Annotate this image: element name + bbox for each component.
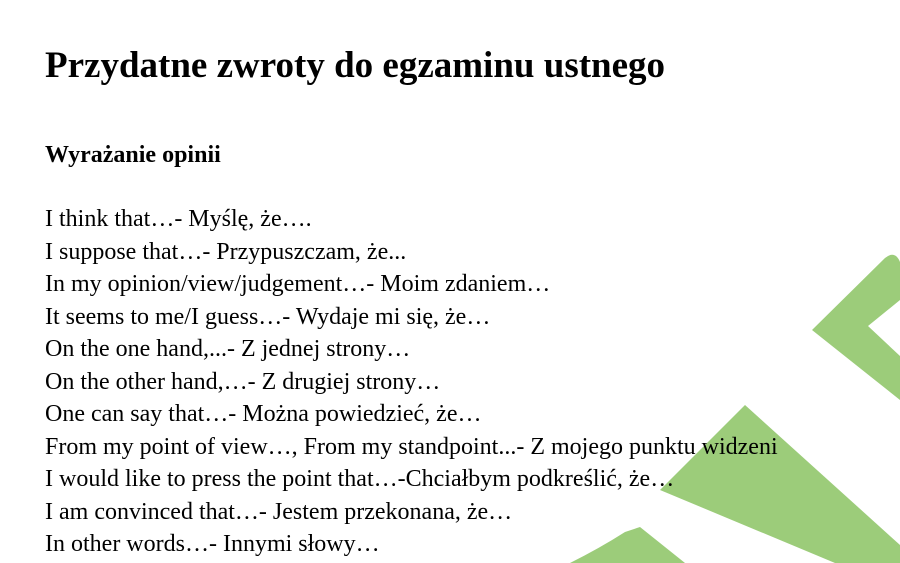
phrase-item: On the other hand,…- Z drugiej strony… bbox=[45, 368, 441, 395]
document-title: Przydatne zwroty do egzaminu ustnego bbox=[45, 45, 666, 86]
phrase-item: I suppose that…- Przypuszczam, że... bbox=[45, 238, 407, 265]
section-heading: Wyrażanie opinii bbox=[45, 142, 221, 168]
phrase-item: I think that…- Myślę, że…. bbox=[45, 206, 312, 232]
phrase-item: On the one hand,...- Z jednej strony… bbox=[45, 336, 411, 362]
phrase-item: One can say that…- Można powiedzieć, że… bbox=[45, 401, 482, 427]
phrase-item: In other words…- Innymi słowy… bbox=[45, 531, 380, 557]
phrase-item: In my opinion/view/judgement…- Moim zdaniem… bbox=[45, 271, 551, 297]
phrase-list bbox=[45, 203, 778, 561]
phrase-item: It seems to me/I guess…- Wydaje mi się, że… bbox=[45, 303, 491, 330]
phrase-item: From my point of view…, From my standpoint...- Z mojego punktu widzeni bbox=[45, 433, 778, 460]
phrase-item: I would like to press the point that…-Chciałbym podkreślić, że… bbox=[45, 466, 675, 492]
phrase-item: I am convinced that…- Jestem przekonana, że… bbox=[45, 498, 513, 525]
